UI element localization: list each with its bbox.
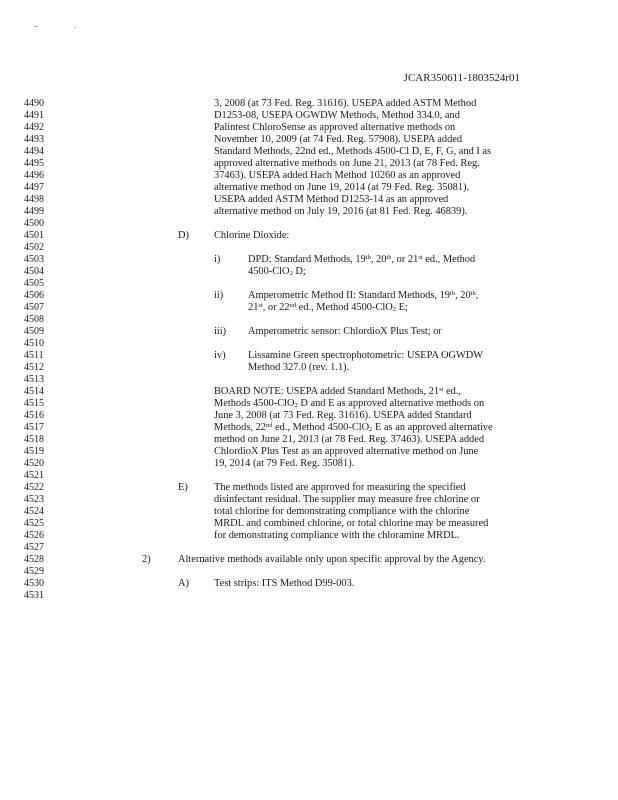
board-note-line: 37463). USEPA added Hach Method 10260 as an approved	[214, 170, 461, 181]
line-number: 4506	[24, 290, 44, 301]
section-d-label: D)	[178, 230, 189, 241]
line-number: 4490	[24, 98, 44, 109]
board-note-line: 19, 2014 (at 79 Fed. Reg. 35081).	[214, 458, 355, 469]
section-e-line: for demonstrating compliance with the chloramine MRDL.	[214, 530, 460, 541]
line-number: 4507	[24, 302, 44, 313]
line-number: 4525	[24, 518, 44, 529]
line-number: 4499	[24, 206, 44, 217]
line-number: 4504	[24, 266, 44, 277]
line-number: 4505	[24, 278, 44, 289]
item-ii-line-1: Amperometric Method II: Standard Methods, 19th, 20th,	[248, 290, 479, 301]
line-number: 4513	[24, 374, 44, 385]
section-2-label: 2)	[142, 554, 151, 565]
item-i-label: i)	[214, 254, 221, 265]
line-number: 4512	[24, 362, 44, 373]
line-number: 4501	[24, 230, 44, 241]
line-number: 4491	[24, 110, 44, 121]
section-d-title: Chlorine Dioxide:	[214, 230, 290, 241]
item-iv-line-2: Method 327.0 (rev. 1.1).	[248, 362, 350, 373]
board-note-line: Methods 4500-ClO$_2$ D and E as approved alternative methods on	[214, 398, 485, 409]
line-number: 4524	[24, 506, 44, 517]
section-e-line: disinfectant residual. The supplier may measure free chlorine or	[214, 494, 480, 505]
line-number: 4493	[24, 134, 44, 145]
section-e-line: total chlorine for demonstrating compliance with the chlorine	[214, 506, 470, 517]
line-number: 4497	[24, 182, 44, 193]
board-note-line: Palintest ChloroSense as approved alternative methods on	[214, 122, 456, 133]
board-note-line: November 10, 2009 (at 74 Fed. Reg. 57908). USEPA added	[214, 134, 463, 145]
line-number: 4515	[24, 398, 44, 409]
board-note-line: alternative method on June 19, 2014 (at 79 Fed. Reg. 35081).	[214, 182, 470, 193]
scan-mark	[34, 26, 37, 27]
line-number: 4527	[24, 542, 44, 553]
line-number: 4520	[24, 458, 44, 469]
line-number: 4530	[24, 578, 44, 589]
board-note-line: June 3, 2008 (at 73 Fed. Reg. 31616). USEPA added Standard	[214, 410, 472, 421]
line-number: 4510	[24, 338, 44, 349]
line-number: 4514	[24, 386, 44, 397]
item-iv-line-1: Lissamine Green spectrophotometric: USEPA OGWDW	[248, 350, 484, 361]
line-number: 4528	[24, 554, 44, 565]
item-i-line-1: DPD: Standard Methods, 19th, 20th, or 21st ed., Method	[248, 254, 476, 265]
section-2-text: Alternative methods available only upon specific approval by the Agency.	[178, 554, 486, 565]
item-i-line-2: 4500-ClO$_2$ D;	[248, 266, 306, 277]
line-number: 4523	[24, 494, 44, 505]
document-id: JCAR350611-1803524r01	[403, 72, 520, 84]
board-note-line: Standard Methods, 22nd ed., Methods 4500-Cl D, E, F, G, and I as	[214, 146, 492, 157]
line-number: 4519	[24, 446, 44, 457]
line-number: 4529	[24, 566, 44, 577]
item-iii-label: iii)	[214, 326, 227, 337]
section-e-line: The methods listed are approved for measuring the specified	[214, 482, 466, 493]
line-number: 4526	[24, 530, 44, 541]
line-number: 4503	[24, 254, 44, 265]
line-number: 4531	[24, 590, 44, 601]
board-note-line: method on June 21, 2013 (at 78 Fed. Reg. 37463). USEPA added	[214, 434, 485, 445]
line-number: 4518	[24, 434, 44, 445]
item-iv-label: iv)	[214, 350, 226, 361]
section-e-label: E)	[178, 482, 188, 493]
board-note-line: Methods, 22nd ed., Method 4500-ClO$_2$ E as an approved alternative	[214, 422, 493, 433]
board-note-line: ChlordioX Plus Test as an approved alternative method on June	[214, 446, 479, 457]
line-number: 4496	[24, 170, 44, 181]
line-number: 4511	[24, 350, 44, 361]
line-number: 4498	[24, 194, 44, 205]
item-ii-label: ii)	[214, 290, 224, 301]
board-note-line: D1253-08, USEPA OGWDW Methods, Method 334.0, and	[214, 110, 460, 121]
section-a-text: Test strips: ITS Method D99-003.	[214, 578, 355, 589]
line-number: 4516	[24, 410, 44, 421]
line-number: 4495	[24, 158, 44, 169]
line-number: 4492	[24, 122, 44, 133]
board-note-line: alternative method on July 19, 2016 (at 81 Fed. Reg. 46839).	[214, 206, 468, 217]
scan-mark	[74, 27, 76, 28]
line-number: 4500	[24, 218, 44, 229]
line-number: 4509	[24, 326, 44, 337]
line-number: 4508	[24, 314, 44, 325]
section-a-label: A)	[178, 578, 189, 589]
line-number: 4522	[24, 482, 44, 493]
line-number: 4517	[24, 422, 44, 433]
board-note-line: USEPA added ASTM Method D1253-14 as an approved	[214, 194, 449, 205]
item-ii-line-2: 21st, or 22nd ed., Method 4500-ClO$_2$ E;	[248, 302, 408, 313]
board-note-line: 3, 2008 (at 73 Fed. Reg. 31616). USEPA added ASTM Method	[214, 98, 477, 109]
board-note-line: approved alternative methods on June 21, 2013 (at 78 Fed. Reg.	[214, 158, 480, 169]
board-note-line: BOARD NOTE: USEPA added Standard Methods, 21st ed.,	[214, 386, 461, 397]
line-number: 4494	[24, 146, 44, 157]
line-number: 4502	[24, 242, 44, 253]
item-iii-line-1: Amperometric sensor: ChlordioX Plus Test; or	[248, 326, 442, 337]
line-number: 4521	[24, 470, 44, 481]
section-e-line: MRDL and combined chlorine, or total chlorine may be measured	[214, 518, 489, 529]
